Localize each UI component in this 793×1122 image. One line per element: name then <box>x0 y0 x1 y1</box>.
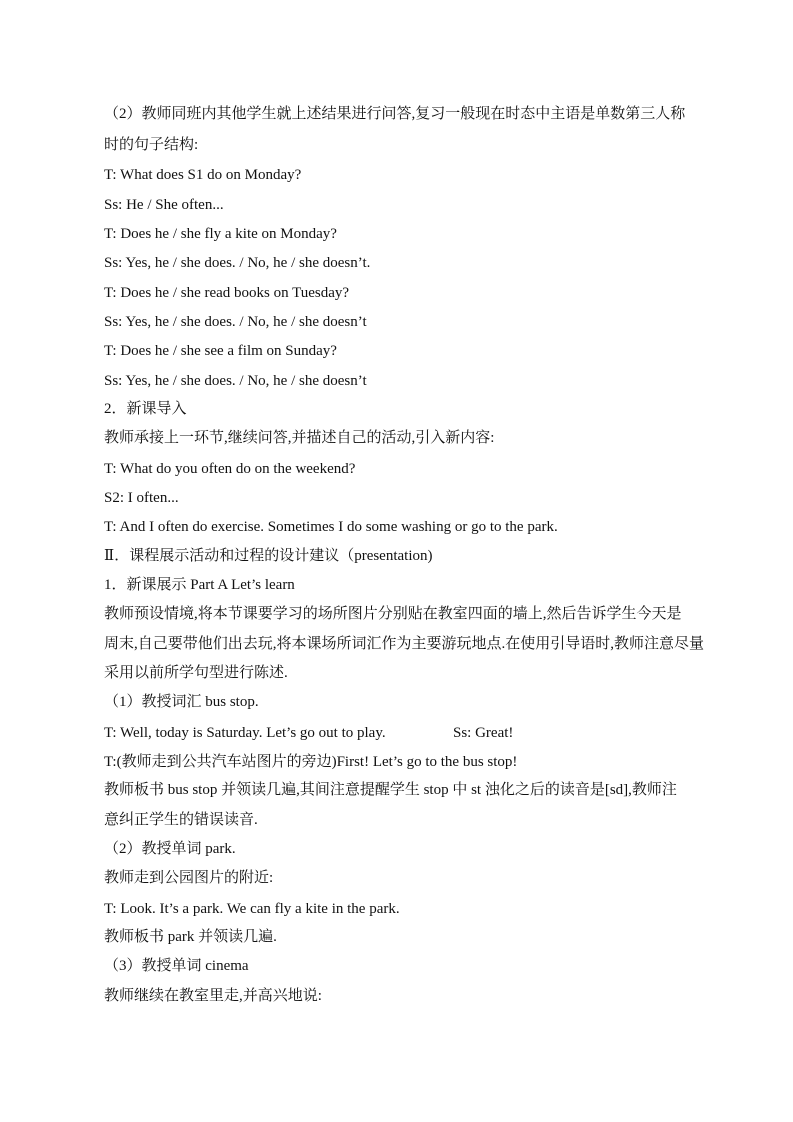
paragraph-line: 周末,自己要带他们出去玩,将本课场所词汇作为主要游玩地点.在使用引导语时,教师注意尽量 <box>104 636 705 652</box>
paragraph-line: 教师走到公园图片的附近: <box>104 870 274 886</box>
dialogue-line: T: Look. It’s a park. We can fly a kite in the park. <box>104 901 400 917</box>
dialogue-line: Ss: Yes, he / she does. / No, he / she doesn’t. <box>104 255 371 271</box>
dialogue-line: T: Well, today is Saturday. Let’s go out to play. <box>104 725 386 741</box>
dialogue-line: T: And I often do exercise. Sometimes I do some washing or go to the park. <box>104 519 558 535</box>
dialogue-line: Ss: Yes, he / she does. / No, he / she doesn’t <box>104 373 367 389</box>
dialogue-reply: Ss: Great! <box>453 725 514 741</box>
subsection-heading: （1）教授词汇 bus stop. <box>104 694 259 710</box>
section-heading: 2．新课导入 <box>104 401 187 417</box>
dialogue-line: T: What do you often do on the weekend? <box>104 461 356 477</box>
subsection-heading: （2）教授单词 park. <box>104 841 236 857</box>
dialogue-line: S2: I often... <box>104 490 179 506</box>
paragraph-line: 教师预设情境,将本节课要学习的场所图片分别贴在教室四面的墙上,然后告诉学生今天是 <box>104 606 682 622</box>
dialogue-line: T:(教师走到公共汽车站图片的旁边)First! Let’s go to the bus stop! <box>104 754 518 770</box>
dialogue-line: T: What does S1 do on Monday? <box>104 167 302 183</box>
dialogue-line: Ss: He / She often... <box>104 197 224 213</box>
dialogue-line: T: Does he / she fly a kite on Monday? <box>104 226 337 242</box>
subsection-heading: （3）教授单词 cinema <box>104 958 249 974</box>
paragraph-line: （2）教师同班内其他学生就上述结果进行问答,复习一般现在时态中主语是单数第三人称 <box>104 106 686 122</box>
paragraph-line: 教师板书 park 并领读几遍. <box>104 929 277 945</box>
paragraph-line: 时的句子结构: <box>104 137 199 153</box>
paragraph-line: 意纠正学生的错误读音. <box>104 812 258 828</box>
dialogue-line: Ss: Yes, he / she does. / No, he / she doesn’t <box>104 314 367 330</box>
paragraph-line: 教师板书 bus stop 并领读几遍,其间注意提醒学生 stop 中 st 浊化之后的读音是[sd],教师注 <box>104 782 677 798</box>
paragraph-line: 教师承接上一环节,继续问答,并描述自己的活动,引入新内容: <box>104 430 495 446</box>
paragraph-line: 教师继续在教室里走,并高兴地说: <box>104 988 322 1004</box>
section-heading: 1．新课展示 Part A Let’s learn <box>104 577 295 593</box>
dialogue-line: T: Does he / she see a film on Sunday? <box>104 343 337 359</box>
section-heading: Ⅱ．课程展示活动和过程的设计建议（presentation) <box>104 548 433 564</box>
paragraph-line: 采用以前所学句型进行陈述. <box>104 665 288 681</box>
dialogue-line: T: Does he / she read books on Tuesday? <box>104 285 350 301</box>
